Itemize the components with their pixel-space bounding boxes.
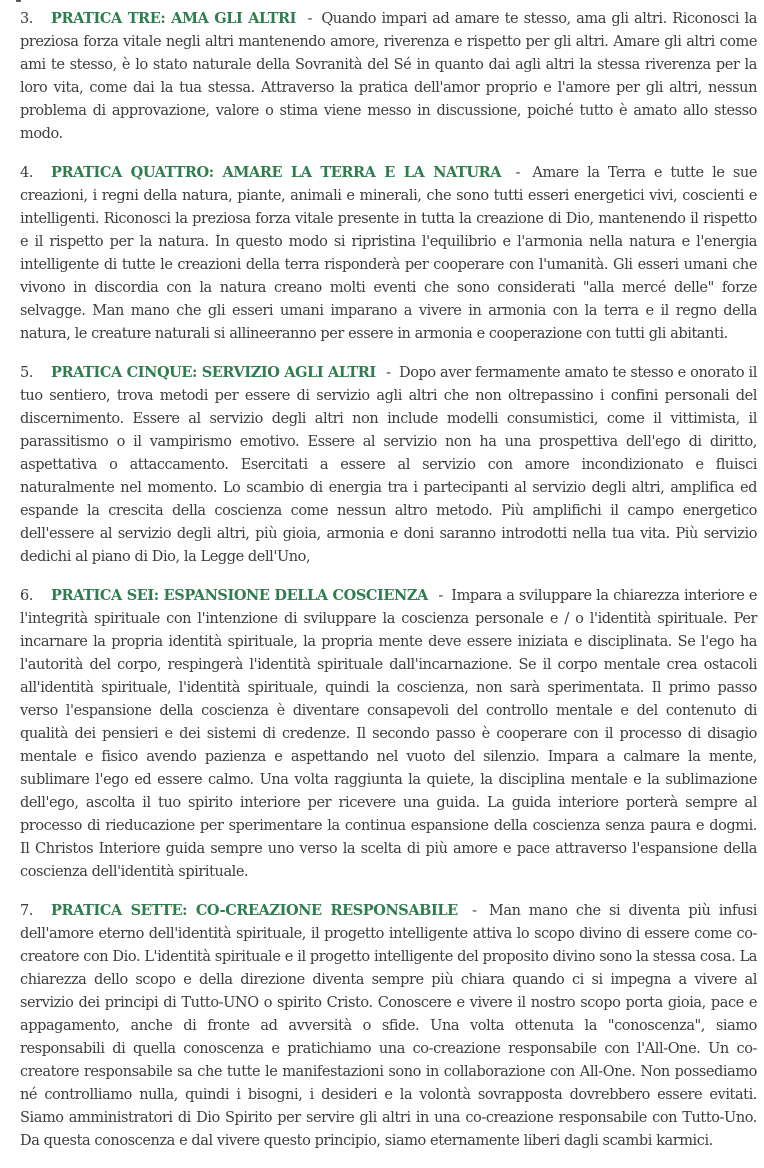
practices-list (20, 7, 757, 1168)
practice-number: 4. (20, 165, 33, 181)
practice-7 (20, 899, 757, 1153)
practice-number: 5. (20, 365, 33, 381)
title-dash: - (515, 165, 521, 181)
title-dash: - (438, 588, 443, 604)
practice-5 (20, 361, 757, 569)
title-dash: - (472, 903, 477, 919)
practice-body: Amare la Terra e tutte le sue creazioni, i regni della natura, piante, animali e minerali, che sono tutti esseri energetici vivi, coscienti e intelligenti. Riconosci la preziosa forza vitale presente in tutta la creazione di Dio, mantenendo il rispetto e il rispetto per la natura. In questo modo si ripristina l'equilibrio e l'armonia nella natura e l'energia intelligente di tutte le creazioni della terra risponderà per cooperare con l'umanità. Gli esseri umani che vivono in discordia con la natura creano molti eventi che sono considerati "alla mercé delle" forze selvagge. Man mano che gli esseri umani imparano a vivere in armonia con la terra e il regno della natura, le creature naturali si allineeranno per essere in armonia e cooperazione con tutti gli abitanti. (20, 165, 757, 342)
practice-title: PRATICA TRE: AMA GLI ALTRI (51, 10, 297, 27)
practice-number: 3. (20, 11, 33, 27)
practice-body: Quando impari ad amare te stesso, ama gli altri. Riconosci la preziosa forza vitale negli altri mantenendo amore, riverenza e rispetto per gli altri. Amare gli altri come ami te stesso, è lo stato naturale della Sovranità del Sé in quanto dai agli altri la stessa riverenza per la loro vita, come dai la tua stessa. Attraverso la pratica dell'amor proprio e l'amore per gli altri, nessun problema di approvazione, valore o stima viene messo in discussione, poiché tutto è amato allo stesso modo. (20, 11, 757, 142)
practice-title: PRATICA CINQUE: SERVIZIO AGLI ALTRI (51, 364, 376, 381)
practice-body: Impara a sviluppare la chiarezza interiore e l'integrità spirituale con l'intenzione di sviluppare la coscienza personale e / o l'identità spirituale. Per incarnare la propria identità spirituale, la propria mente deve essere iniziata e disciplinata. Se l'ego ha l'autorità del corpo, respingerà l'identità spirituale dall'incarnazione. Se il corpo mentale crea ostacoli all'identità spirituale, l'identità spirituale, quindi la coscienza, non sarà sperimentata. Il primo passo verso l'espansione della coscienza è diventare consapevoli del controllo mentale e del contenuto di qualità dei pensieri e dei sistemi di credenze. Il secondo passo è cooperare con il processo di disagio mentale e fisico avendo pazienza e aspettando nel vuoto del silenzio. Impara a calmare la mente, sublimare l'ego ed essere calmo. Una volta raggiunta la quiete, la disciplina mentale e la sublimazione dell'ego, ascolta il tuo spirito interiore per ricevere una guida. La guida interiore porterà sempre al processo di rieducazione per sperimentare la continua espansione della coscienza senza paura e dogmi. Il Christos Interiore guida sempre uno verso la scelta di più amore e pace attraverso l'espansione della coscienza dell'identità spirituale. (20, 588, 757, 880)
practice-body: Dopo aver fermamente amato te stesso e onorato il tuo sentiero, trova metodi per essere di servizio agli altri che non oltrepassino i confini personali del discernimento. Essere al servizio degli altri non include modelli consumistici, come il vittimista, il parassitismo o il vampirismo emotivo. Essere al servizio non ha una prospettiva dell'ego di diritto, aspettativa o attaccamento. Esercitati a essere al servizio con amore incondizionato e fluisci naturalmente nel momento. Lo scambio di energia tra i partecipanti al servizio degli altri, amplifica ed espande la crescita della coscienza come nessun altro metodo. Più amplifichi il campo energetico dell'essere al servizio degli altri, più gioia, armonia e doni saranno introdotti nella tua vita. Più servizio dedichi al piano di Dio, la Legge dell'Uno, (20, 365, 757, 565)
practice-title: PRATICA QUATTRO: AMARE LA TERRA E LA NATURA (51, 164, 502, 181)
title-dash: - (386, 365, 391, 381)
practice-body: Man mano che si diventa più infusi dell'amore eterno dell'identità spirituale, il progetto intelligente attiva lo scopo divino di essere come co-creatore con Dio. L'identità spirituale e il progetto intelligente del proposito divino sono la stessa cosa. La chiarezza dello scopo e della direzione diventa sempre più chiara quando ci si impegna a vivere al servizio dei principi di Tutto-UNO o spirito Cristo. Conoscere e vivere il nostro scopo porta gioia, pace e appagamento, anche di fronte ad avversità o sfide. Una volta ottenuta la "conoscenza", siamo responsabili di quella conoscenza e pratichiamo una co-creazione responsabile con l'All-One. Un co-creatore responsabile sa che tutte le manifestazioni sono in collaborazione con All-One. Non possediamo né controlliamo nulla, quindi i bisogni, i desideri e la volontà sovrapposta dovrebbero essere evitati. Siamo amministratori di Dio Spirito per servire gli altri in una co-creazione responsabile con Tutto-Uno. Da questa conoscenza e dal vivere questo principio, siamo eternamente liberi dagli scambi karmici. (20, 903, 757, 1149)
practice-number: 7. (20, 903, 33, 919)
practice-3 (20, 7, 757, 146)
cropped-bullet-mark (16, 0, 21, 2)
practice-title: PRATICA SETTE: CO-CREAZIONE RESPONSABILE (51, 902, 458, 919)
title-dash: - (307, 11, 312, 27)
practice-4 (20, 161, 757, 346)
practice-title: PRATICA SEI: ESPANSIONE DELLA COSCIENZA (51, 587, 428, 604)
practice-6 (20, 584, 757, 884)
practice-number: 6. (20, 588, 33, 604)
